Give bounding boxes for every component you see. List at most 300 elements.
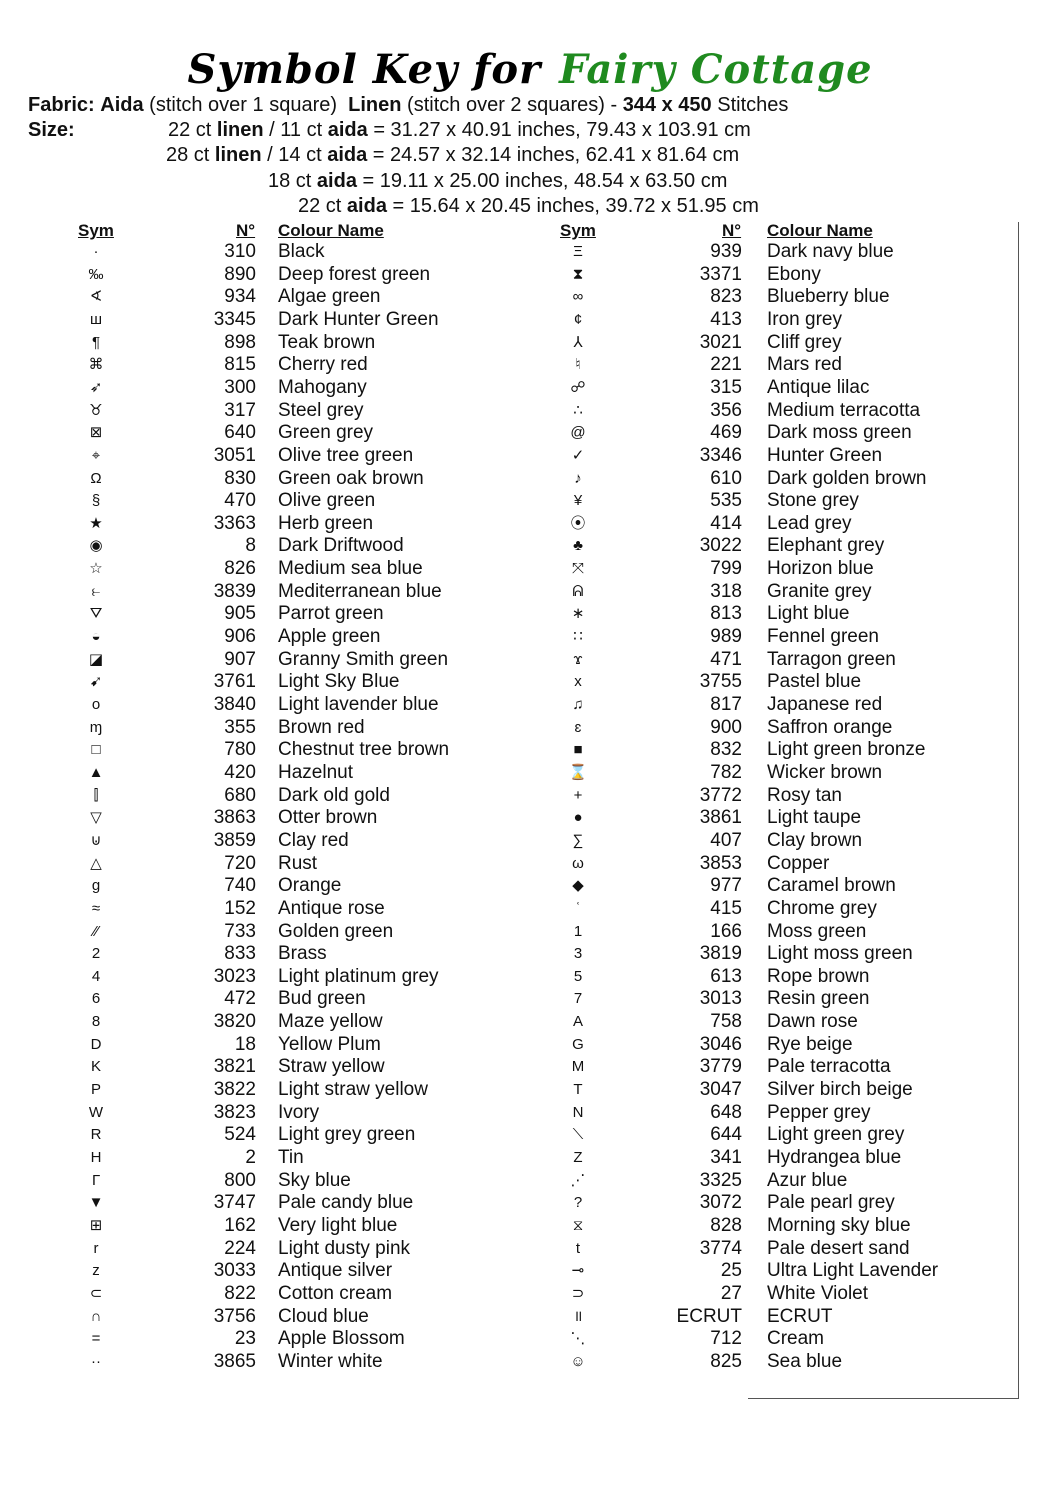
colour-name: Chrome grey <box>767 897 877 919</box>
thread-number: 356 <box>710 399 742 421</box>
symbol-row <box>0 762 1060 785</box>
stitch-symbol: 6 <box>91 990 101 1008</box>
colour-name: Resin green <box>767 988 870 1010</box>
symbol-row <box>0 830 1060 853</box>
stitch-symbol: W <box>88 1103 104 1121</box>
size-fabric: linen <box>216 119 264 141</box>
stitch-symbol: 7 <box>573 990 583 1008</box>
colour-name: Pale pearl grey <box>767 1192 895 1214</box>
thread-number: 733 <box>224 920 256 942</box>
fabric-linen-note: (stitch over 2 squares) - <box>407 94 618 116</box>
thread-number: 823 <box>710 286 742 308</box>
stitch-symbol: 8 <box>91 1013 101 1031</box>
symbol-row <box>0 898 1060 921</box>
thread-number: 318 <box>710 580 742 602</box>
symbol-row <box>0 354 1060 377</box>
colour-name: Light moss green <box>767 943 913 965</box>
thread-number: 934 <box>224 286 256 308</box>
stitch-symbol: @ <box>570 424 586 442</box>
colour-name: Sky blue <box>278 1169 351 1191</box>
symbol-row <box>0 1147 1060 1170</box>
stitch-symbol: ¥ <box>573 492 583 510</box>
colour-name: Parrot green <box>278 603 384 625</box>
size-fabric: linen <box>214 144 262 166</box>
colour-name: Wicker brown <box>767 761 883 783</box>
colour-name: Winter white <box>278 1350 383 1372</box>
stitch-symbol: ≈ <box>91 899 101 917</box>
stitch-symbol: ∞ <box>572 288 584 306</box>
symbol-row <box>0 1124 1060 1147</box>
stitch-symbol: ⋰ <box>570 1171 586 1189</box>
size-count: / 14 ct <box>267 144 322 166</box>
stitch-symbol: ➹ <box>89 673 103 691</box>
colour-name: Steel grey <box>278 399 364 421</box>
colour-name: Elephant grey <box>767 535 885 557</box>
thread-number: 833 <box>224 943 256 965</box>
stitch-symbol: ▲ <box>88 763 104 781</box>
colour-name: Dark old gold <box>278 784 390 806</box>
thread-number: 3821 <box>213 1056 256 1078</box>
colour-name: Blueberry blue <box>767 286 890 308</box>
colour-name: Cherry red <box>278 354 368 376</box>
colour-name: Dark navy blue <box>767 241 894 262</box>
colour-name: Caramel brown <box>767 875 896 897</box>
thread-number: 3863 <box>213 807 256 829</box>
size-count: / 11 ct <box>269 119 323 141</box>
colour-name: Light straw yellow <box>278 1079 428 1101</box>
thread-number: 3021 <box>699 331 742 353</box>
colour-name: Light blue <box>767 603 850 625</box>
thread-number: 907 <box>224 648 256 670</box>
stitch-symbol: 2 <box>91 945 101 963</box>
stitch-symbol: + <box>573 786 583 804</box>
stitch-symbol: ॥ <box>573 1307 583 1325</box>
colour-name: Cotton cream <box>278 1282 393 1304</box>
colour-name: Iron grey <box>767 308 842 330</box>
colour-name: Bud green <box>278 988 366 1010</box>
symbol-row <box>0 1215 1060 1238</box>
thread-number: 758 <box>710 1011 742 1033</box>
stitch-symbol: ϫ <box>573 650 583 668</box>
stitch-symbol: ∷ <box>573 628 583 646</box>
symbol-row <box>0 1351 1060 1374</box>
size-count: 28 ct <box>166 144 210 166</box>
symbol-row <box>0 1283 1060 1306</box>
size-value: = 15.64 x 20.45 inches, 39.72 x 51.95 cm <box>392 195 759 217</box>
stitch-symbol: ∗ <box>571 605 585 623</box>
stitch-symbol: ᕱ <box>572 582 584 600</box>
symbol-row <box>0 513 1060 536</box>
thread-number: 3823 <box>213 1101 256 1123</box>
thread-number: 3755 <box>699 671 742 693</box>
thread-number: 712 <box>710 1328 742 1350</box>
thread-number: 469 <box>710 422 742 444</box>
size-line-4 <box>298 194 759 219</box>
colour-name: Apple Blossom <box>278 1328 405 1350</box>
symbol-row <box>0 603 1060 626</box>
symbol-row <box>0 966 1060 989</box>
thread-number: 3047 <box>699 1079 742 1101</box>
symbol-row <box>0 445 1060 468</box>
thread-number: 3756 <box>213 1305 256 1327</box>
symbol-row <box>0 1079 1060 1102</box>
stitch-symbol: ⅄ <box>573 333 583 351</box>
thread-number: 221 <box>710 354 742 376</box>
stitch-symbol: ☺ <box>570 1352 586 1370</box>
thread-number: 3072 <box>699 1192 742 1214</box>
symbol-row <box>0 264 1060 287</box>
symbol-row <box>0 1034 1060 1057</box>
colour-name: Medium terracotta <box>767 399 921 421</box>
stitch-symbol: ⤧ <box>571 560 584 578</box>
stitches-word: Stitches <box>717 94 789 116</box>
colour-name: Black <box>278 241 325 262</box>
stitch-symbol: ⫿ <box>93 786 99 804</box>
stitch-symbol: ⧗ <box>572 265 584 283</box>
colour-name: Brown red <box>278 716 365 738</box>
stitch-symbol: ‰ <box>88 265 104 283</box>
colour-name: Saffron orange <box>767 716 893 738</box>
thread-number: 3363 <box>213 512 256 534</box>
thread-number: 680 <box>224 784 256 806</box>
colour-name: Dark Driftwood <box>278 535 404 557</box>
thread-number: 152 <box>224 897 256 919</box>
thread-number: 317 <box>224 399 256 421</box>
thread-number: 3033 <box>213 1260 256 1282</box>
colour-name: Dark Hunter Green <box>278 308 439 330</box>
fabric-line <box>28 93 788 118</box>
thread-number: 813 <box>710 603 742 625</box>
symbol-row <box>0 1192 1060 1215</box>
stitch-symbol: N <box>572 1103 584 1121</box>
colour-name: Hunter Green <box>767 444 883 466</box>
symbol-row <box>0 332 1060 355</box>
stitch-symbol: ♉ <box>89 401 103 419</box>
thread-number: ECRUT <box>676 1305 742 1327</box>
stitch-symbol: ⊠ <box>89 424 103 442</box>
size-fabric: aida <box>346 195 387 217</box>
stitch-symbol: ∑ <box>572 831 584 849</box>
size-line-3 <box>268 169 727 194</box>
stitch-symbol: ◆ <box>572 877 584 895</box>
colour-name: Lead grey <box>767 512 852 534</box>
colour-name: Stone grey <box>767 490 859 512</box>
thread-number: 524 <box>224 1124 256 1146</box>
thread-number: 470 <box>224 490 256 512</box>
colour-name: Antique lilac <box>767 376 870 398</box>
colour-name: Light green bronze <box>767 739 926 761</box>
stitch-symbol: ● <box>573 809 583 827</box>
size-fabric: aida <box>316 170 357 192</box>
size-value: = 31.27 x 40.91 inches, 79.43 x 103.91 cm <box>373 119 751 141</box>
stitch-symbol: ⦿ <box>570 514 586 532</box>
size-label: Size: <box>28 119 75 141</box>
thread-number: 890 <box>224 263 256 285</box>
stitch-symbol: ⛛ <box>89 605 103 623</box>
symbol-row <box>0 853 1060 876</box>
stitch-symbol: T <box>573 1081 583 1099</box>
colour-name: Rope brown <box>767 965 870 987</box>
colour-name: Mahogany <box>278 376 367 398</box>
colour-name: Antique rose <box>278 897 385 919</box>
colour-name: Pale terracotta <box>767 1056 891 1078</box>
stitch-symbol: o <box>91 696 101 713</box>
stitch-symbol: ⌛ <box>568 763 588 781</box>
colour-name: Olive tree green <box>278 444 414 466</box>
colour-name: Light dusty pink <box>278 1237 411 1259</box>
thread-number: 8 <box>245 535 256 557</box>
thread-number: 3345 <box>213 308 256 330</box>
stitch-symbol: ◒ <box>91 628 101 646</box>
colour-name: Cream <box>767 1328 825 1350</box>
size-fabric: aida <box>327 119 368 141</box>
symbol-row <box>0 671 1060 694</box>
stitch-symbol: ? <box>573 1194 583 1212</box>
stitch-symbol: ◪ <box>88 650 104 668</box>
stitch-symbol: ⊸ <box>571 1262 585 1280</box>
stitch-symbol: ⊍ <box>90 831 102 849</box>
colour-name: Apple green <box>278 626 381 648</box>
stitch-symbol: ω <box>572 854 584 872</box>
stitch-symbol: ⧖ <box>572 1216 584 1234</box>
stitch-dimensions: 344 x 450 <box>622 94 712 116</box>
stitch-symbol: § <box>91 492 101 510</box>
size-count: 18 ct <box>268 170 312 192</box>
colour-name: Dark golden brown <box>767 467 927 489</box>
stitch-symbol: ▽ <box>90 809 102 827</box>
colour-name: Algae green <box>278 286 381 308</box>
symbol-row <box>0 1056 1060 1079</box>
colour-name: Sea blue <box>767 1350 843 1372</box>
thread-number: 300 <box>224 376 256 398</box>
left-header-num: N° <box>236 221 256 240</box>
stitch-symbol: ∩ <box>90 1307 102 1325</box>
symbol-row <box>0 626 1060 649</box>
thread-number: 989 <box>710 626 742 648</box>
thread-number: 535 <box>710 490 742 512</box>
table-border-right <box>1018 222 1019 1399</box>
colour-name: Straw yellow <box>278 1056 385 1078</box>
thread-number: 3820 <box>213 1011 256 1033</box>
thread-number: 640 <box>224 422 256 444</box>
colour-name: Green oak brown <box>278 467 424 489</box>
thread-number: 815 <box>224 354 256 376</box>
symbol-row <box>0 921 1060 944</box>
thread-number: 3346 <box>699 444 742 466</box>
colour-name: Pepper grey <box>767 1101 871 1123</box>
colour-name: Yellow Plum <box>278 1033 381 1055</box>
thread-number: 414 <box>710 512 742 534</box>
stitch-symbol: ♫ <box>572 696 584 713</box>
stitch-symbol: ♪ <box>574 469 582 487</box>
colour-name: Light grey green <box>278 1124 416 1146</box>
colour-name: Light platinum grey <box>278 965 439 987</box>
stitch-symbol: r <box>93 1239 99 1257</box>
title-prefix: Symbol Key for <box>187 46 542 93</box>
symbol-row <box>0 988 1060 1011</box>
colour-name: Ivory <box>278 1101 320 1123</box>
size-count: 22 ct <box>298 195 342 217</box>
stitch-symbol: △ <box>90 854 102 872</box>
thread-number: 782 <box>710 761 742 783</box>
stitch-symbol: Ξ <box>573 243 583 260</box>
symbol-row <box>0 581 1060 604</box>
size-line-2 <box>166 143 739 168</box>
thread-number: 3022 <box>699 535 742 557</box>
stitch-symbol: ⊃ <box>571 1284 585 1302</box>
thread-number: 3822 <box>213 1079 256 1101</box>
colour-name: White Violet <box>767 1282 869 1304</box>
colour-name: Fennel green <box>767 626 879 648</box>
size-count: 22 ct <box>168 119 212 141</box>
symbol-row <box>0 739 1060 762</box>
colour-name: Light Sky Blue <box>278 671 400 693</box>
colour-name: Deep forest green <box>278 263 431 285</box>
thread-number: 977 <box>710 875 742 897</box>
symbol-row <box>0 400 1060 423</box>
colour-name: Rye beige <box>767 1033 853 1055</box>
symbol-row <box>0 490 1060 513</box>
colour-name: Tin <box>278 1147 304 1168</box>
symbol-row <box>0 1306 1060 1329</box>
colour-name: Granite grey <box>767 580 872 602</box>
symbol-row <box>0 309 1060 332</box>
pattern-name: Fairy Cottage <box>559 46 873 93</box>
stitch-symbol: H <box>90 1149 102 1166</box>
thread-number: 740 <box>224 875 256 897</box>
stitch-symbol: ★ <box>89 514 103 532</box>
thread-number: 224 <box>224 1237 256 1259</box>
symbol-row <box>0 785 1060 808</box>
thread-number: 23 <box>234 1328 256 1350</box>
stitch-symbol: ⌘ <box>88 356 104 374</box>
colour-name: Green grey <box>278 422 374 444</box>
stitch-symbol: A <box>572 1013 583 1031</box>
thread-number: 613 <box>710 965 742 987</box>
thread-number: 3853 <box>699 852 742 874</box>
colour-name: Silver birch beige <box>767 1079 913 1101</box>
colour-name: Olive green <box>278 490 376 512</box>
colour-name: Cliff grey <box>767 331 842 353</box>
colour-name: Teak brown <box>278 331 376 353</box>
stitch-symbol: G <box>572 1035 584 1053</box>
stitch-symbol: ➶ <box>89 378 103 396</box>
symbol-row <box>0 1238 1060 1261</box>
stitch-symbol: ♮ <box>575 356 581 374</box>
thread-number: 3325 <box>699 1169 742 1191</box>
stitch-symbol: 5 <box>573 967 583 985</box>
colour-name: Brass <box>278 943 327 965</box>
stitch-symbol: D <box>90 1035 102 1053</box>
colour-name: Mars red <box>767 354 842 376</box>
colour-name: Morning sky blue <box>767 1214 911 1236</box>
symbol-row <box>0 875 1060 898</box>
right-header-sym: Sym <box>560 221 596 240</box>
stitch-symbol: g <box>91 877 101 895</box>
stitch-symbol: ⥼ <box>91 582 101 600</box>
colour-name: Light lavender blue <box>278 694 439 715</box>
thread-number: 3051 <box>213 444 256 466</box>
colour-name: Pale desert sand <box>767 1237 910 1259</box>
thread-number: 3747 <box>213 1192 256 1214</box>
colour-name: Medium sea blue <box>278 558 423 580</box>
symbol-row <box>0 649 1060 672</box>
left-header-sym: Sym <box>78 221 114 240</box>
stitch-symbol: ¶ <box>91 333 101 351</box>
thread-number: 415 <box>710 897 742 919</box>
symbol-row <box>0 286 1060 309</box>
thread-number: 166 <box>710 920 742 942</box>
thread-number: 905 <box>224 603 256 625</box>
thread-number: 939 <box>710 241 742 262</box>
colour-name: ECRUT <box>767 1305 833 1327</box>
stitch-symbol: ⊂ <box>89 1284 103 1302</box>
left-header-name: Colour Name <box>278 221 384 240</box>
thread-number: 315 <box>710 376 742 398</box>
stitch-symbol: R <box>90 1126 102 1144</box>
colour-name: Granny Smith green <box>278 648 449 670</box>
stitch-symbol: ⁄⁄ <box>93 922 99 940</box>
colour-name: Light taupe <box>767 807 862 829</box>
stitch-symbol: Г <box>91 1171 101 1189</box>
thread-number: 420 <box>224 761 256 783</box>
thread-number: 800 <box>224 1169 256 1191</box>
thread-number: 3819 <box>699 943 742 965</box>
stitch-symbol: ¢ <box>573 310 583 328</box>
size-value: = 24.57 x 32.14 inches, 62.41 x 81.64 cm <box>372 144 740 166</box>
stitch-symbol: 1 <box>573 922 583 940</box>
thread-number: 162 <box>224 1214 256 1236</box>
stitch-symbol: ·· <box>91 1352 101 1370</box>
stitch-symbol: ◉ <box>89 537 103 555</box>
thread-number: 826 <box>224 558 256 580</box>
colour-name: Hydrangea blue <box>767 1147 902 1168</box>
colour-name: Herb green <box>278 512 374 534</box>
size-line-1 <box>168 118 751 143</box>
symbol-row <box>0 1011 1060 1034</box>
stitch-symbol: ⊞ <box>89 1216 103 1234</box>
thread-number: 27 <box>720 1282 742 1304</box>
stitch-symbol: ✓ <box>571 446 585 464</box>
symbol-row <box>0 807 1060 830</box>
stitch-symbol: · <box>93 243 99 260</box>
stitch-symbol: ш <box>89 310 103 328</box>
table-border-bottom <box>748 1398 1018 1399</box>
symbol-row <box>0 535 1060 558</box>
thread-number: 341 <box>710 1147 742 1168</box>
colour-name: Orange <box>278 875 342 897</box>
colour-name: Rosy tan <box>767 784 842 806</box>
thread-number: 471 <box>710 648 742 670</box>
colour-name: Copper <box>767 852 830 874</box>
fabric-linen: Linen <box>348 94 402 116</box>
colour-name: Light green grey <box>767 1124 905 1146</box>
symbol-row <box>0 1102 1060 1125</box>
stitch-symbol: ⟍ <box>572 1126 584 1144</box>
thread-number: 3774 <box>699 1237 742 1259</box>
thread-number: 898 <box>224 331 256 353</box>
stitch-symbol: K <box>90 1058 101 1076</box>
colour-name: Maze yellow <box>278 1011 383 1033</box>
symbol-row <box>0 694 1060 717</box>
thread-number: 2 <box>245 1147 256 1168</box>
stitch-symbol: = <box>91 1330 101 1348</box>
colour-name: Clay red <box>278 829 349 851</box>
colour-name: Golden green <box>278 920 394 942</box>
stitch-symbol: 4 <box>91 967 101 985</box>
colour-name: Hazelnut <box>278 761 353 783</box>
colour-name: Moss green <box>767 920 867 942</box>
